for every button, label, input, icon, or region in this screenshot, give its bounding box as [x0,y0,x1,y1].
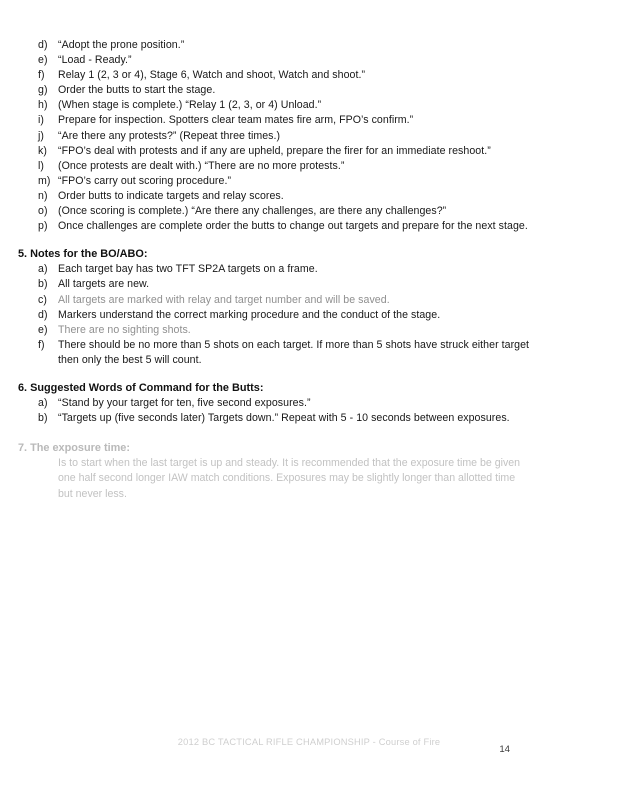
list-item [0,262,618,277]
list-item [0,159,618,174]
list-item [0,68,618,83]
list-item [0,53,618,68]
page-number: 14 [499,744,510,755]
list-item [0,204,618,219]
list-item-text: All targets are new. [58,278,150,291]
list-marker: g) [38,84,48,97]
list-item-text: “Stand by your target for ten, five second exposures.” [58,397,311,410]
list-marker: e) [38,323,48,336]
list-marker: d) [38,39,48,51]
section-5-heading: 5. Notes for the BO/ABO: [18,248,148,261]
words-of-command-list [0,38,618,234]
section-7-body: Is to start when the last target is up and steady. It is recommended that the exposure time be given one half second longer IAW match conditions. Exposures may be slightly longer than allotted time but never less. [58,457,521,500]
list-marker: m) [38,174,51,187]
list-item [0,189,618,204]
list-item-text: Once challenges are complete order the butts to change out targets and prepare for the next stage. [58,220,528,233]
list-item [0,113,618,128]
list-item [0,277,618,292]
list-item [0,219,618,234]
list-item-text: There should be no more than 5 shots on each target. If more than 5 shots have struck either target then only the best 5 will count. [58,338,530,366]
list-item-text: “Adopt the prone position.” [58,39,185,51]
list-item-text: Order the butts to start the stage. [58,84,216,97]
list-item-text: Order butts to indicate targets and relay scores. [58,189,284,202]
list-marker: o) [38,205,48,218]
list-marker: f) [38,69,45,82]
list-marker: e) [38,54,48,67]
list-item [0,338,618,368]
list-item [0,396,618,411]
list-marker: a) [38,263,48,276]
list-item [0,129,618,144]
list-item-text: There are no sighting shots. [58,323,191,336]
list-marker: b) [38,278,48,291]
list-item-text: (When stage is complete.) “Relay 1 (2, 3, or 4) Unload.” [58,99,322,112]
list-item [0,411,618,426]
list-item-text: “FPO’s carry out scoring procedure.” [58,174,232,187]
list-marker: b) [38,412,48,425]
list-marker: n) [38,189,48,202]
list-marker: p) [38,220,48,233]
list-marker: i) [38,114,44,127]
list-item-text: Markers understand the correct marking procedure and the conduct of the stage. [58,308,441,321]
list-marker: c) [38,293,47,306]
list-item [0,308,618,323]
list-marker: d) [38,308,48,321]
section-7-heading: 7. The exposure time: [18,442,130,455]
list-item-text: Each target bay has two TFT SP2A targets on a frame. [58,263,318,276]
list-item [0,83,618,98]
list-item [0,174,618,189]
list-item-text: “Are there any protests?” (Repeat three times.) [58,129,281,142]
list-marker: j) [38,129,44,142]
list-marker: h) [38,99,48,112]
list-item [0,98,618,113]
list-item-text: (Once protests are dealt with.) “There are no more protests.” [58,159,345,172]
list-item-text: “Load - Ready.” [58,54,132,67]
section-6-heading: 6. Suggested Words of Command for the Butts: [18,381,264,394]
list-item-text: Relay 1 (2, 3 or 4), Stage 6, Watch and shoot, Watch and shoot.” [58,69,366,82]
footer-text: 2012 BC TACTICAL RIFLE CHAMPIONSHIP - Course of Fire [177,737,441,747]
list-item-text: “Targets up (five seconds later) Targets down.” Repeat with 5 - 10 seconds between exposures. [58,412,510,425]
list-item [0,38,618,53]
list-marker: l) [38,159,44,172]
list-marker: f) [38,338,45,351]
section-6-list [0,396,618,426]
list-marker: a) [38,397,48,410]
list-item-text: (Once scoring is complete.) “Are there any challenges, are there any challenges?” [58,205,447,218]
list-item [0,144,618,159]
list-item [0,293,618,308]
list-marker: k) [38,144,47,157]
section-5-list [0,262,618,368]
list-item-text: Prepare for inspection. Spotters clear team mates fire arm, FPO’s confirm.” [58,114,414,127]
list-item [0,323,618,338]
list-item-text: “FPO’s deal with protests and if any are upheld, prepare the firer for an immediate reshoot.” [58,144,491,157]
list-item-text: All targets are marked with relay and target number and will be saved. [58,293,390,306]
